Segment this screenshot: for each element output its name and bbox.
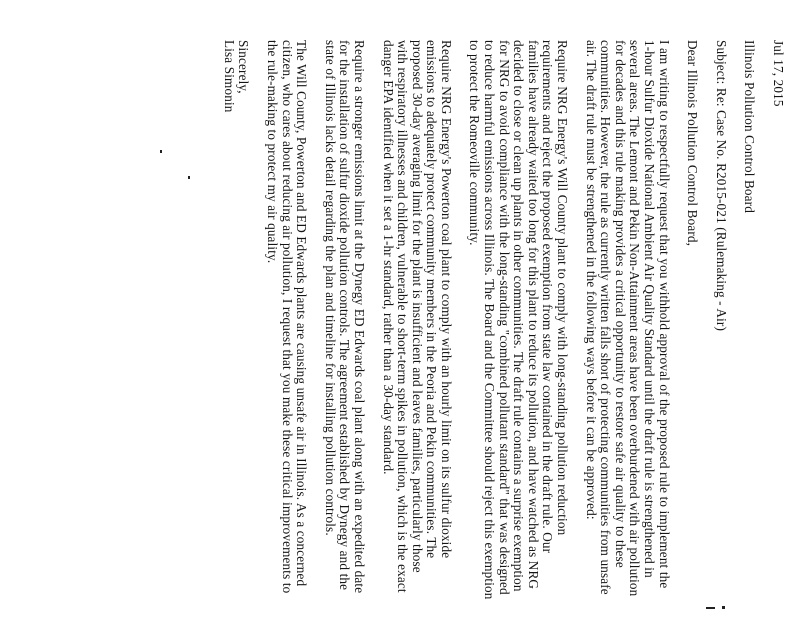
letter-signature: Lisa Simonin — [221, 40, 237, 113]
scan-speck — [160, 150, 162, 153]
letter-body — [221, 40, 785, 600]
letter-paragraph: The Will County, Powerton and ED Edwards plants are causing unsafe air in Illinois. As a concerned citizen, who cares about reducing air pollution, I request that you make these critical improvements to the rule-making to protect my air quality. — [264, 40, 310, 594]
letter-paragraph: Require a stronger emissions limit at the Dynegy ED Edwards coal plant along with an expedited date for the installation of sulfur dioxide pollution controls. The agreement established by Dynegy and the state of Illinois lacks detail regarding the plan and timeline for installing pollution controls. — [322, 40, 367, 594]
letter-closing: Sincerely, — [236, 40, 252, 94]
letter-paragraph: Require NRG Energy's Powerton coal plant to comply with an hourly limit on its sulfur dioxide emissions to adequately protect community members in the Peoria and Pekin communities. The proposed 30-day averaging limit for the plant is insufficient and leaves families, particularly those with respiratory illnesses and children, vulnerable to short-term spikes in pollution, which is the exact danger EPA identified when it set a 1-hr standard, rather than a 30-day standard. — [380, 40, 454, 593]
letter-date: Jul 17, 2015 — [771, 40, 786, 107]
scan-speck — [188, 176, 190, 179]
letter-subject: Subject: Re: Case No. R2015-021 (Rulemaking - Air) — [713, 40, 729, 331]
letter-paragraph: I am writing to respectfully request that you withhold approval of the proposed rule to implement the 1-hour Sulfur Dioxide National Ambient Air Quality Standard until the draft rule is strengthened in several areas. The Lemont and Pekin Non-Attainment areas have been overburdened with air pollution for decades and this rule making provides a critical opportunity to restore safe air quality to these communities. However, the rule as currently written falls short of protecting communities from unsafe air. The draft rule must be strengthened in the following ways before it can be approved: — [583, 40, 672, 597]
letter-addressee: Illinois Pollution Control Board — [742, 40, 758, 213]
letter-salutation: Dear Illinois Pollution Control Board, — [685, 40, 701, 247]
scan-speck — [706, 607, 715, 609]
scan-speck — [722, 606, 725, 609]
letter-paragraph: Require NRG Energy's Will County plant to comply with long-standing pollution reduction requirements and reject the proposed exemption from state law contained in the draft rule. Our families have already waited too long for this plant to reduce its pollution, and have watched as NRG decided to close or clean up plants in other communities. The draft rule contains a surprise exemption for NRG to avoid compliance with the long-standing "combined pollutant standard" that was designed to reduce harmful emissions across Illinois. The Board and the Committee should reject this exemption to protect the Romeoville community. — [467, 40, 571, 600]
